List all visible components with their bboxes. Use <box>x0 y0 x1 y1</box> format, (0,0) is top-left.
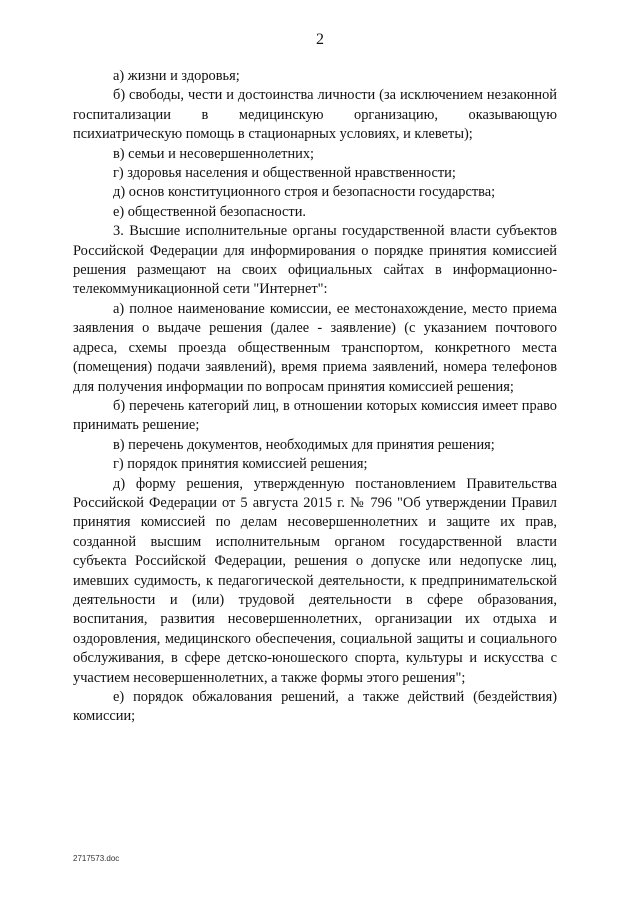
document-body <box>73 67 557 727</box>
list-item-procedure: г) порядок принятия комиссией решения; <box>113 456 368 473</box>
list-item-life-health: а) жизни и здоровья; <box>113 68 240 84</box>
footer-filename: 2717573.doc <box>73 854 120 863</box>
list-item-decision-form: д) форму решения, утвержденную постановлением Правительства Российской Федерации от 5 августа 2015 г. № 796 "Об утверждении Правил принятия комиссией по делам несовершеннолетних и защите их прав, созданной высшим исполнительным органом государственной власти субъекта Российской Федерации, решения о допуске или недопуске лиц, имевших судимость, к педагогической деятельности, к предпринимательской деятельности и (или) трудовой деятельности в сфере образования, воспитания, развития несовершеннолетних, организации их отдыха и оздоровления, медицинского обеспечения, социальной защиты и социального обслуживания, в сфере детско-юношеского спорта, культуры и искусства с участием несовершеннолетних, а также формы этого решения"; <box>73 475 557 686</box>
page-number: 2 <box>316 31 324 48</box>
list-item-public-health: г) здоровья населения и общественной нравственности; <box>113 165 456 182</box>
list-item-commission-name: а) полное наименование комиссии, ее местонахождение, место приема заявления о выдаче решения (далее - заявление) (с указанием почтового адреса, схемы проезда общественным транспортом, конкретного места (помещения) подачи заявлений), время приема заявлений, номера телефонов для получения информации по вопросам принятия комиссией решения; <box>73 300 557 395</box>
list-item-appeal: е) порядок обжалования решений, а также действий (бездействия) комиссии; <box>73 689 557 725</box>
list-item-constitutional-order: д) основ конституционного строя и безопасности государства; <box>113 184 496 201</box>
section-3-intro: 3. Высшие исполнительные органы государственной власти субъектов Российской Федерации для информирования о порядке принятия комиссией решения размещают на своих официальных сайтах в информационно-телекоммуникационной сети "Интернет": <box>73 223 557 298</box>
list-item-categories: б) перечень категорий лиц, в отношении которых комиссия имеет право принимать решение; <box>73 397 557 434</box>
list-item-public-safety: е) общественной безопасности. <box>113 203 306 220</box>
list-item-freedom-honor: б) свободы, чести и достоинства личности (за исключением незаконной госпитализации в медицинскую организацию, оказывающую психиатрическую помощь в стационарных условиях, и клеветы); <box>73 87 557 143</box>
list-item-documents: в) перечень документов, необходимых для принятия решения; <box>113 436 495 453</box>
list-item-family-minors: в) семьи и несовершеннолетних; <box>113 145 315 162</box>
